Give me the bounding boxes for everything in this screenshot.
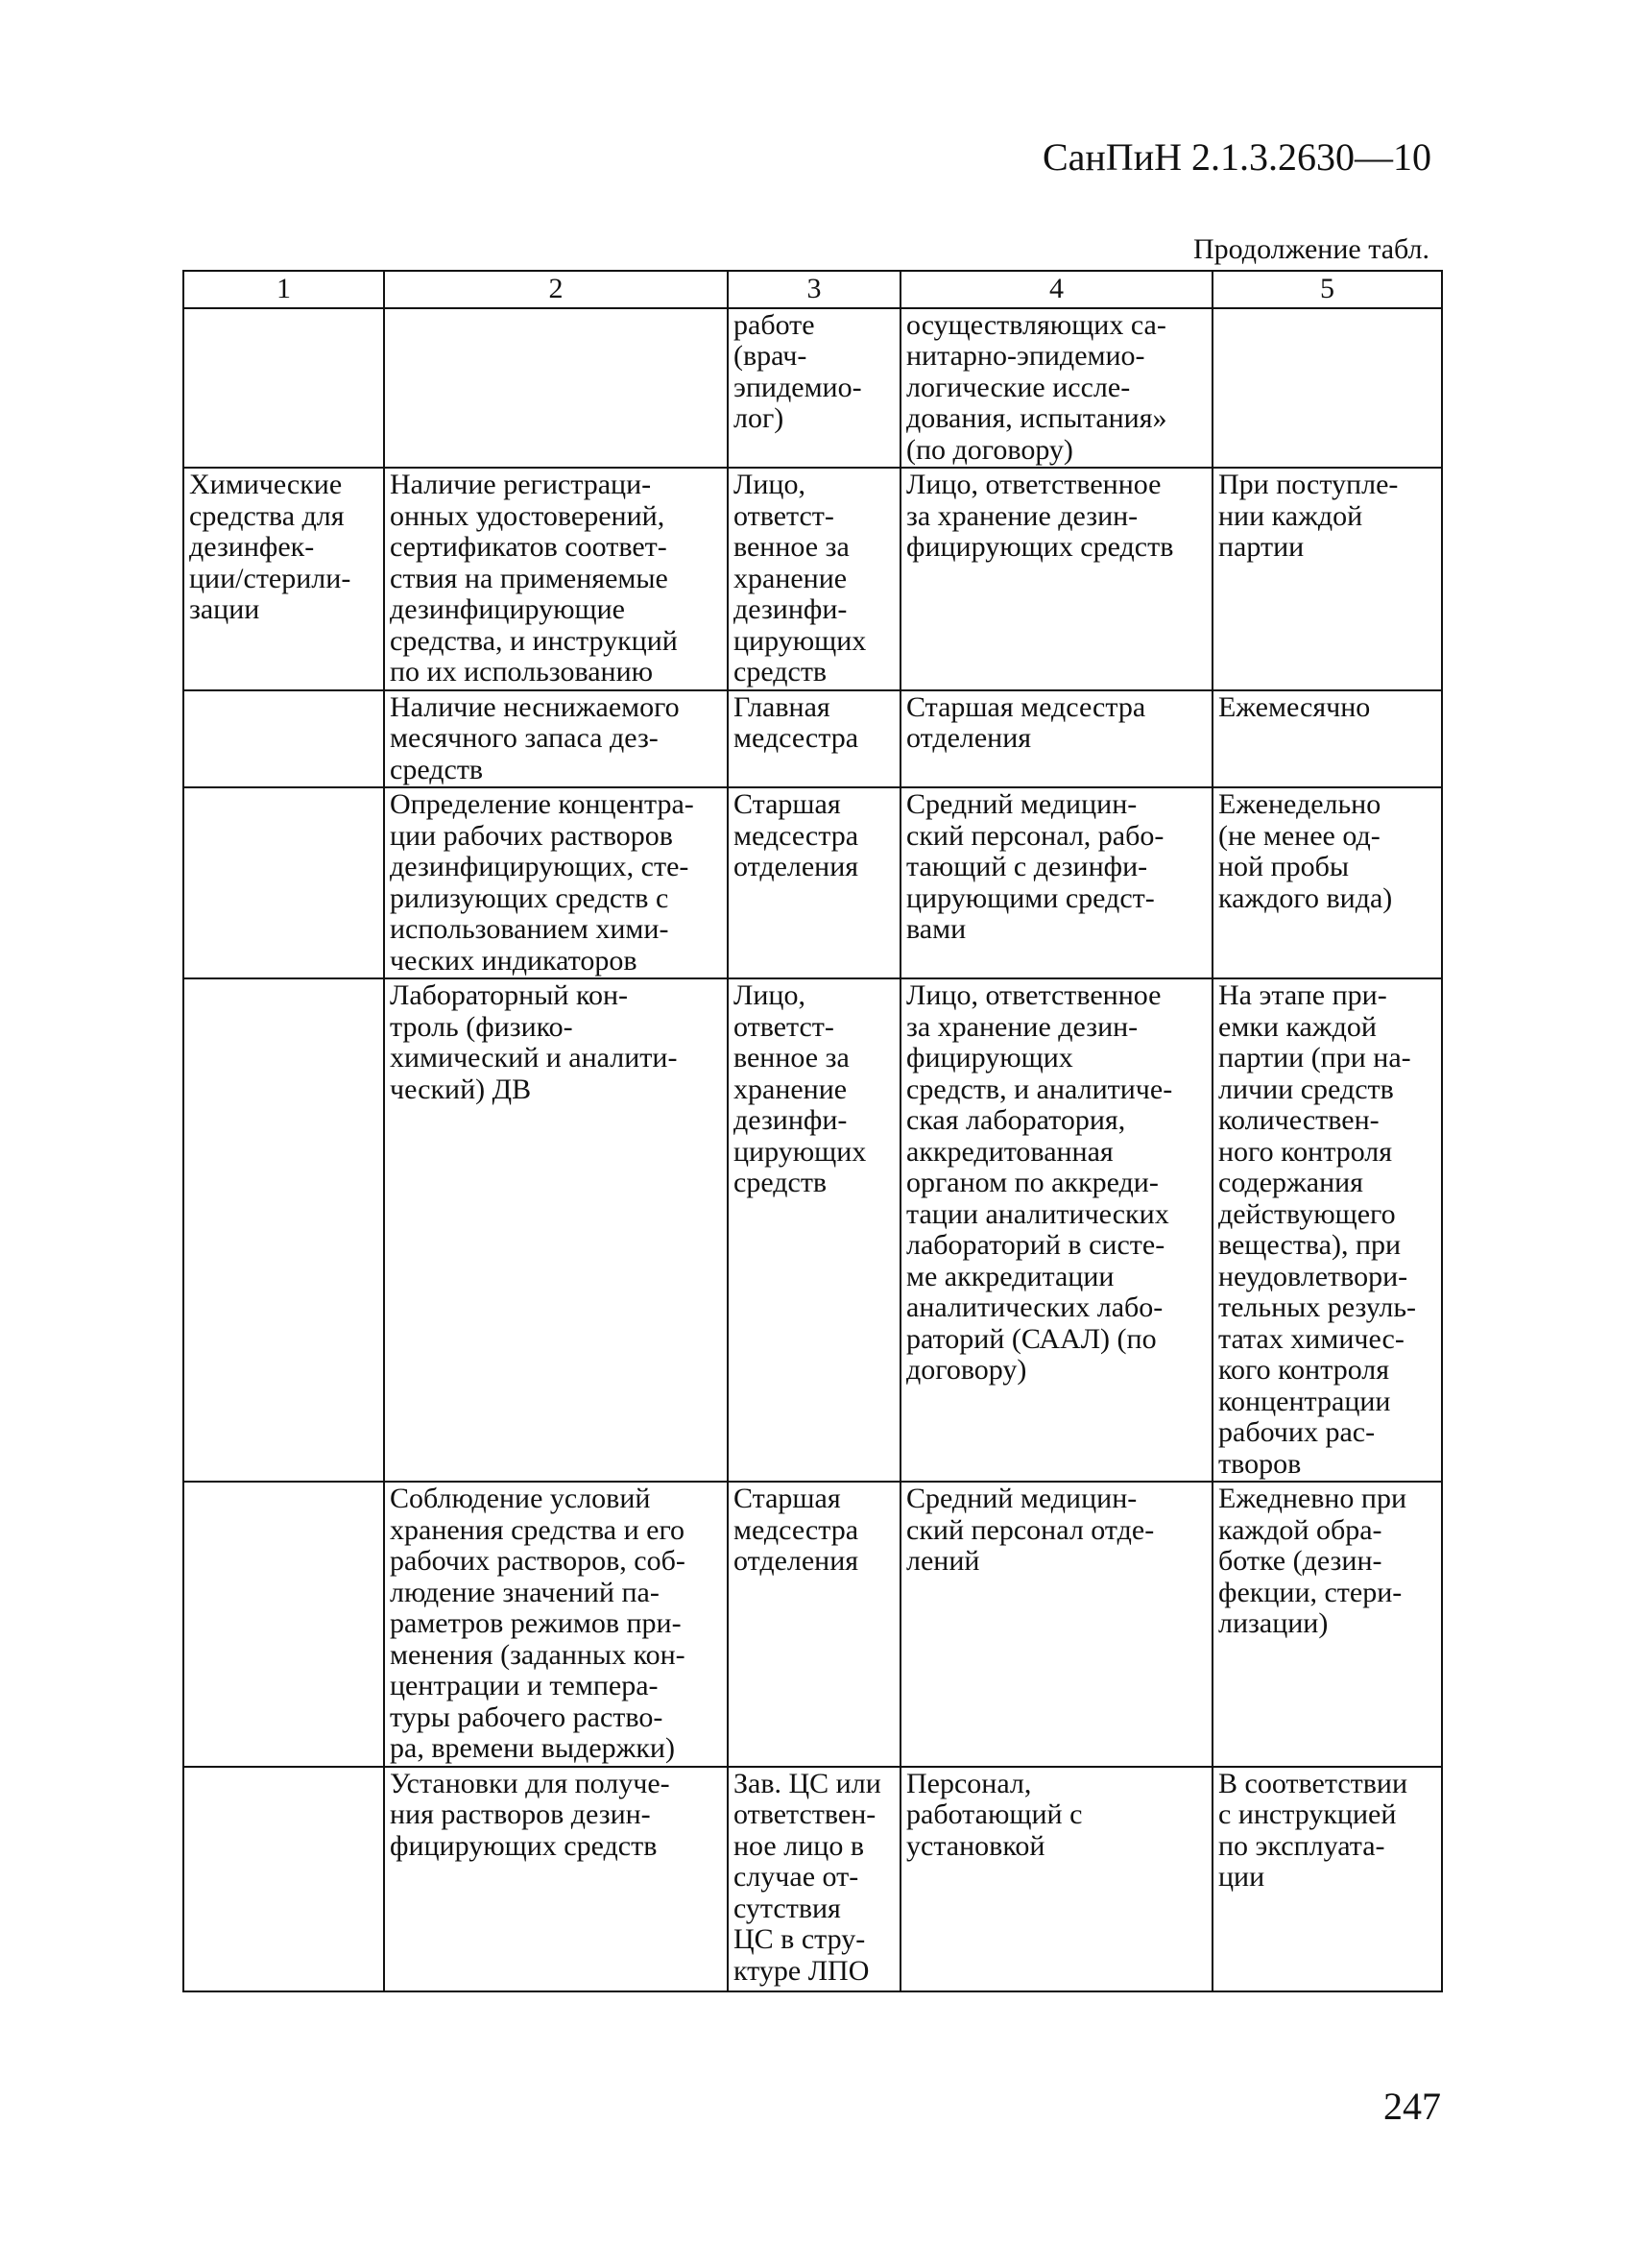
table-cell <box>183 978 384 1482</box>
cell-text: Лицо, ответст- венное за хранение дезинфи- цирующих средств <box>733 979 867 1198</box>
cell-text: Средний медицин- ский персонал отде- лений <box>906 1483 1155 1577</box>
table-cell <box>901 308 1213 469</box>
cell-text: Лицо, ответст- венное за хранение дезинфи- цирующих средств <box>733 469 867 688</box>
cell-text: В соответствии с инструкцией по эксплуата- ции <box>1218 1767 1408 1893</box>
table-cell <box>183 1482 384 1767</box>
header-col-4: 4 <box>901 271 1213 308</box>
cell-text: Определение концентра- ции рабочих растворов дезинфицирующих, сте- рилизующих средств с использованием хими- ческих индикаторов <box>390 788 694 977</box>
table-cell <box>1213 1767 1442 1991</box>
cell-text: Лицо, ответственное за хранение дезин- фицирующих средств <box>906 469 1174 563</box>
table-cell <box>901 1482 1213 1767</box>
table-cell <box>901 468 1213 690</box>
table-cell <box>384 308 728 469</box>
table-cell <box>728 308 901 469</box>
cell-text: Лицо, ответственное за хранение дезин- фицирующих средств, и аналитиче- ская лаборатория, аккредитованная органом по аккреди- тации аналитических лабораторий в систе- ме аккредитации аналитических лабо- раторий (СААЛ) (по договору) <box>906 979 1173 1386</box>
table-row <box>183 690 1442 788</box>
table-cell <box>384 1482 728 1767</box>
table-cell <box>901 787 1213 978</box>
cell-text: При поступле- нии каждой партии <box>1218 469 1399 563</box>
table-cell <box>728 787 901 978</box>
table-cell <box>183 468 384 690</box>
cell-text: Лабораторный кон- троль (физико- химический и аналити- ческий) ДВ <box>390 979 678 1105</box>
table-cell <box>384 1767 728 1991</box>
table-cell <box>183 1767 384 1991</box>
cell-text: осуществляющих са- нитарно-эпидемио- логические иссле- дования, испытания» (по договору) <box>906 308 1167 466</box>
cell-text: Средний медицин- ский персонал, рабо- тающий с дезинфи- цирующими средст- вами <box>906 788 1165 945</box>
header-col-2: 2 <box>384 271 728 308</box>
control-table <box>182 270 1443 1992</box>
table-cell <box>1213 468 1442 690</box>
table-cell <box>183 787 384 978</box>
table-row <box>183 308 1442 469</box>
table-cell <box>728 1767 901 1991</box>
page-number: 247 <box>1383 2085 1441 2128</box>
header-col-1: 1 <box>183 271 384 308</box>
table-cell <box>384 690 728 788</box>
cell-text: Главная медсестра <box>733 690 859 754</box>
table-row <box>183 468 1442 690</box>
cell-text: Старшая медсестра отделения <box>733 788 859 882</box>
cell-text: Еженедельно (не менее од- ной пробы каждого вида) <box>1218 788 1393 914</box>
table-cell <box>384 787 728 978</box>
table-row <box>183 1482 1442 1767</box>
cell-text: На этапе при- емки каждой партии (при на- личии средств количествен- ного контроля содержания действующего вещества), при неудовлетвори- тельных резуль- татах химичес- кого контроля концентрации рабочих рас- творов <box>1218 979 1417 1480</box>
cell-text: Соблюдение условий хранения средства и его рабочих растворов, соб- людение значений па- раметров режимов при- менения (заданных кон- центрации и темпера- туры рабочего раство- ра, времени выдержки) <box>390 1483 685 1764</box>
cell-text: Персонал, работающий с установкой <box>906 1767 1083 1862</box>
cell-text: Химические средства для дезинфек- ции/стерили- зации <box>189 469 351 625</box>
table-cell <box>728 1482 901 1767</box>
cell-text: Наличие регистраци- онных удостоверений, сертификатов соответ- ствия на применяемые дезинфицирующие средства, и инструкций по их использованию <box>390 469 678 688</box>
table-cell <box>1213 690 1442 788</box>
table-cell <box>728 690 901 788</box>
header-col-5: 5 <box>1213 271 1442 308</box>
table-cell <box>901 1767 1213 1991</box>
table-header-row <box>183 271 1442 308</box>
table-cell <box>183 690 384 788</box>
table-cell <box>728 468 901 690</box>
cell-text: Установки для получе- ния растворов дезин- фицирующих средств <box>390 1767 670 1862</box>
table-cell <box>384 468 728 690</box>
cell-text: Ежемесячно <box>1218 690 1371 723</box>
cell-text: Старшая медсестра отделения <box>733 1483 859 1577</box>
cell-text: Ежедневно при каждой обра- ботке (дезин- фекции, стери- лизации) <box>1218 1483 1407 1639</box>
cell-text: работе (врач- эпидемио- лог) <box>733 308 862 434</box>
table-cell <box>183 308 384 469</box>
table-continuation-label: Продолжение табл. <box>1193 233 1429 265</box>
table-row <box>183 1767 1442 1991</box>
cell-text: Наличие неснижаемого месячного запаса дез- средств <box>390 690 680 785</box>
table-cell <box>901 690 1213 788</box>
table-cell <box>728 978 901 1482</box>
header-col-3: 3 <box>728 271 901 308</box>
table-cell <box>384 978 728 1482</box>
table-row <box>183 978 1442 1482</box>
table-cell <box>901 978 1213 1482</box>
table-row <box>183 787 1442 978</box>
table-cell <box>1213 787 1442 978</box>
table-cell <box>1213 978 1442 1482</box>
table-cell <box>1213 308 1442 469</box>
cell-text: Старшая медсестра отделения <box>906 690 1146 754</box>
cell-text: Зав. ЦС или ответствен- ное лицо в случае от- сутствия ЦС в стру- ктуре ЛПО <box>733 1767 881 1987</box>
document-code: СанПиН 2.1.3.2630—10 <box>1042 135 1431 179</box>
table-cell <box>1213 1482 1442 1767</box>
